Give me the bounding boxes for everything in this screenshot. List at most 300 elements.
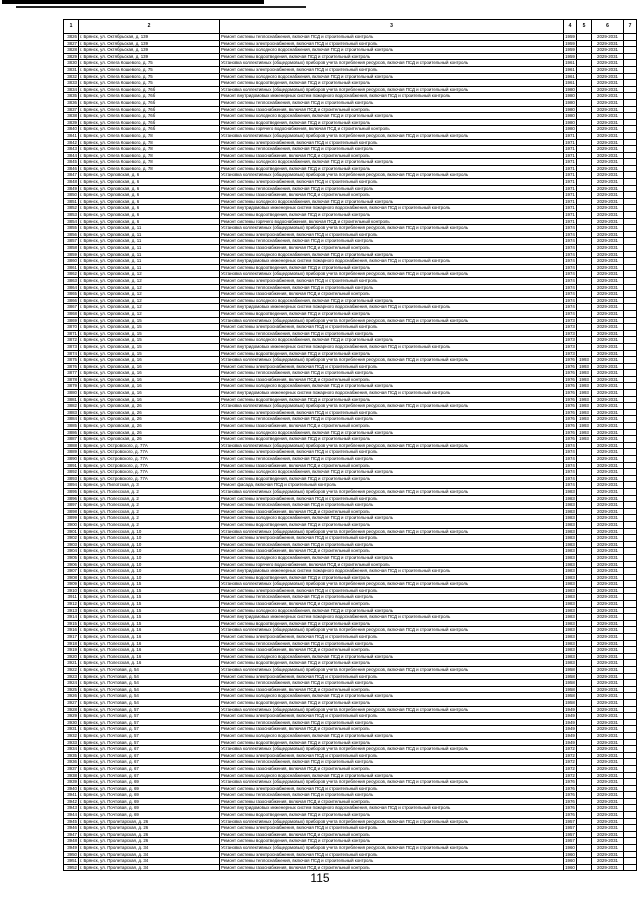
table-row (64, 732, 637, 739)
row-work-type: Ремонт системы холодного водоснабжения, включая ПСД и строительный контроль (220, 772, 564, 779)
row-address: г. Брянск, ул. Олега Кошевого, д. 76б (79, 93, 220, 100)
row-col-7 (624, 231, 637, 238)
row-year-built: 1974 (565, 225, 575, 231)
row-year-built: 1958 (565, 680, 575, 686)
row-year-built: 1976 (565, 370, 575, 376)
row-year-built: 1976 (565, 779, 575, 785)
table-row (64, 376, 637, 383)
row-year-reconstruction (577, 238, 592, 245)
row-year-reconstruction: 1993 (577, 403, 592, 410)
row-year-built: 1974 (565, 231, 575, 237)
row-work-type: Ремонт системы электроснабжения, включая ПСД и строительный контроль (220, 495, 564, 502)
row-col-7 (624, 284, 637, 291)
row-address: г. Брянск, ул. Орловская, д. 12 (79, 291, 220, 298)
table-row (64, 488, 637, 495)
table-row (64, 640, 637, 647)
row-year-built: 1974 (565, 277, 575, 283)
row-planned-period: 2029-2031 (592, 277, 624, 284)
row-address: г. Брянск, ул. Полесская, д. 10 (79, 541, 220, 548)
table-row (64, 218, 637, 225)
row-work-type: Ремонт системы электроснабжения, включая ПСД и строительный контроль (220, 179, 564, 186)
row-planned-period: 2029-2031 (592, 53, 624, 60)
row-address: г. Брянск, ул. Олега Кошевого, д. 78 (79, 139, 220, 146)
row-year-reconstruction (577, 297, 592, 304)
row-year-built: 1983 (565, 548, 575, 554)
row-work-type: Ремонт системы холодного водоснабжения, включая ПСД и строительный контроль (220, 198, 564, 205)
table-row (64, 251, 637, 258)
row-year-built: 1976 (565, 812, 575, 818)
row-number: 3935 (64, 752, 79, 759)
row-number: 3907 (64, 568, 79, 575)
row-year-reconstruction (577, 805, 592, 812)
row-year-reconstruction (577, 113, 592, 120)
row-col-7 (624, 258, 637, 265)
table-row (64, 594, 637, 601)
row-work-type: Ремонт системы газоснабжения, включая ПСД и строительный контроль (220, 291, 564, 298)
row-planned-period: 2029-2031 (592, 812, 624, 819)
table-row (64, 535, 637, 542)
row-year-reconstruction (577, 106, 592, 113)
row-work-type: Ремонт системы газоснабжения, включая ПСД и строительный контроль (220, 765, 564, 772)
row-year-reconstruction (577, 324, 592, 331)
row-year-built: 1958 (565, 693, 575, 699)
row-year-reconstruction (577, 554, 592, 561)
row-col-7 (624, 376, 637, 383)
row-work-type: Ремонт системы водоотведения, включая ПСД и строительный контроль (220, 436, 564, 443)
row-year-reconstruction (577, 73, 592, 80)
row-work-type: Ремонт системы холодного водоснабжения, включая ПСД и строительный контроль (220, 732, 564, 739)
row-col-7 (624, 482, 637, 489)
table-row (64, 34, 637, 41)
row-planned-period: 2029-2031 (592, 482, 624, 489)
row-address: г. Брянск, ул. Олега Кошевого, д. 76б (79, 113, 220, 120)
row-year-built: 1974 (565, 245, 575, 250)
row-col-7 (624, 390, 637, 397)
row-number: 3934 (64, 746, 79, 753)
row-number: 3943 (64, 805, 79, 812)
row-year-built: 1976 (565, 798, 575, 804)
row-number: 3841 (64, 132, 79, 139)
row-year-reconstruction (577, 231, 592, 238)
row-col-7 (624, 113, 637, 120)
row-work-type: Установка коллективных (общедомовых) приборов учета потребления ресурсов, включая ПСД и строительный контроль (220, 271, 564, 278)
table-row (64, 113, 637, 120)
row-year-built: 1974 (565, 304, 575, 310)
row-year-reconstruction (577, 667, 592, 674)
works-table-container (63, 19, 636, 871)
row-year-built: 1959 (565, 40, 575, 46)
row-year-built: 1983 (565, 660, 575, 666)
row-number: 3911 (64, 594, 79, 601)
row-year-built: 1974 (565, 310, 575, 316)
row-col-7 (624, 713, 637, 720)
row-col-7 (624, 343, 637, 350)
table-row (64, 838, 637, 845)
table-row (64, 310, 637, 317)
row-col-7 (624, 139, 637, 146)
row-work-type: Установка коллективных (общедомовых) приборов учета потребления ресурсов, включая ПСД и строительный контроль (220, 317, 564, 324)
table-row (64, 409, 637, 416)
row-col-7 (624, 521, 637, 528)
row-work-type: Установка коллективных (общедомовых) приборов учета потребления ресурсов, включая ПСД и строительный контроль (220, 528, 564, 535)
row-number: 3852 (64, 205, 79, 212)
row-year-reconstruction (577, 779, 592, 786)
row-year-built: 1971 (565, 132, 575, 138)
row-year-reconstruction (577, 66, 592, 73)
row-number: 3900 (64, 521, 79, 528)
row-year-reconstruction: 1993 (577, 390, 592, 397)
row-col-7 (624, 462, 637, 469)
row-year-reconstruction (577, 205, 592, 212)
row-col-7 (624, 409, 637, 416)
row-year-reconstruction (577, 528, 592, 535)
row-work-type: Установка коллективных (общедомовых) приборов учета потребления ресурсов, включая ПСД и строительный контроль (220, 225, 564, 232)
row-col-7 (624, 225, 637, 232)
row-address: г. Брянск, ул. Орловская, д. 26 (79, 403, 220, 410)
row-year-built: 1973 (565, 324, 575, 330)
row-col-7 (624, 581, 637, 588)
row-planned-period: 2029-2031 (592, 337, 624, 344)
row-year-built: 1974 (565, 482, 575, 488)
row-number: 3940 (64, 785, 79, 792)
row-number: 3847 (64, 172, 79, 179)
row-address: г. Брянск, ул. Пролетарская, д. 34 (79, 845, 220, 852)
row-year-reconstruction (577, 772, 592, 779)
row-work-type: Ремонт системы теплоснабжения, включая ПСД и строительный контроль (220, 185, 564, 192)
table-row (64, 627, 637, 634)
row-year-reconstruction: 1993 (577, 370, 592, 377)
header-col-7: 7 (624, 20, 637, 34)
row-year-reconstruction: 1993 (577, 376, 592, 383)
row-number: 3844 (64, 152, 79, 159)
row-col-7 (624, 456, 637, 463)
row-work-type: Установка коллективных (общедомовых) приборов учета потребления ресурсов, включая ПСД и строительный контроль (220, 442, 564, 449)
row-year-built: 1971 (565, 192, 575, 198)
row-work-type: Ремонт системы теплоснабжения, включая ПСД и строительный контроль (220, 680, 564, 687)
row-year-reconstruction (577, 152, 592, 159)
row-planned-period: 2029-2031 (592, 568, 624, 575)
row-year-reconstruction (577, 165, 592, 172)
row-planned-period: 2029-2031 (592, 179, 624, 186)
row-year-reconstruction (577, 343, 592, 350)
row-planned-period: 2029-2031 (592, 86, 624, 93)
header-row (64, 20, 637, 34)
table-row (64, 390, 637, 397)
row-col-7 (624, 126, 637, 133)
row-year-built: 1960 (565, 858, 575, 864)
row-year-reconstruction: 1993 (577, 416, 592, 423)
row-planned-period: 2029-2031 (592, 469, 624, 476)
header-col-6: 6 (592, 20, 624, 34)
table-row (64, 812, 637, 819)
row-number: 3876 (64, 363, 79, 370)
row-number: 3878 (64, 376, 79, 383)
row-year-reconstruction (577, 80, 592, 87)
row-year-reconstruction (577, 99, 592, 106)
row-planned-period: 2029-2031 (592, 719, 624, 726)
table-row (64, 304, 637, 311)
row-address: г. Брянск, ул. Октябрьская, д. 139 (79, 40, 220, 47)
row-planned-period: 2029-2031 (592, 165, 624, 172)
row-year-reconstruction (577, 310, 592, 317)
table-row (64, 106, 637, 113)
row-year-built: 1983 (565, 554, 575, 560)
row-planned-period: 2029-2031 (592, 370, 624, 377)
row-work-type: Ремонт внутридомовых инженерных систем пожарного водоснабжения, включая ПСД и строительный контроль (220, 343, 564, 350)
table-row (64, 456, 637, 463)
row-year-reconstruction (577, 502, 592, 509)
row-col-7 (624, 594, 637, 601)
row-col-7 (624, 212, 637, 219)
row-address: г. Брянск, ул. Почтовая, д. 54 (79, 680, 220, 687)
row-year-reconstruction (577, 495, 592, 502)
row-col-7 (624, 73, 637, 80)
row-col-7 (624, 719, 637, 726)
row-number: 3869 (64, 317, 79, 324)
row-number: 3912 (64, 601, 79, 608)
row-number: 3838 (64, 113, 79, 120)
row-col-7 (624, 647, 637, 654)
table-row (64, 423, 637, 430)
row-col-7 (624, 40, 637, 47)
row-work-type: Ремонт системы холодного водоснабжения, включая ПСД и строительный контроль (220, 653, 564, 660)
row-planned-period: 2029-2031 (592, 554, 624, 561)
row-address: г. Брянск, ул. Орловская, д. 11 (79, 238, 220, 245)
row-year-built: 1958 (565, 673, 575, 679)
row-col-7 (624, 699, 637, 706)
row-address: г. Брянск, ул. Орловская, д. 16 (79, 363, 220, 370)
row-col-7 (624, 693, 637, 700)
row-work-type: Ремонт системы водоотведения, включая ПСД и строительный контроль (220, 739, 564, 746)
row-planned-period: 2029-2031 (592, 653, 624, 660)
row-address: г. Брянск, ул. Полесская, д. 10 (79, 568, 220, 575)
row-year-reconstruction: 1993 (577, 423, 592, 430)
row-number: 3951 (64, 858, 79, 865)
row-col-7 (624, 47, 637, 54)
table-row (64, 317, 637, 324)
header-col-4: 4 (564, 20, 577, 34)
row-year-reconstruction (577, 304, 592, 311)
row-address: г. Брянск, ул. Почтовая, д. 54 (79, 699, 220, 706)
row-planned-period: 2029-2031 (592, 212, 624, 219)
row-work-type: Ремонт системы электроснабжения, включая ПСД и строительный контроль (220, 752, 564, 759)
row-year-built: 1973 (565, 317, 575, 323)
row-number: 3874 (64, 350, 79, 357)
row-year-built: 1957 (565, 818, 575, 824)
row-number: 3910 (64, 587, 79, 594)
row-address: г. Брянск, ул. Пролетарская, д. 34 (79, 858, 220, 865)
row-planned-period: 2029-2031 (592, 192, 624, 199)
row-col-7 (624, 198, 637, 205)
row-year-built: 1983 (565, 488, 575, 494)
row-col-7 (624, 779, 637, 786)
row-col-7 (624, 673, 637, 680)
row-number: 3884 (64, 416, 79, 423)
table-row (64, 587, 637, 594)
row-planned-period: 2029-2031 (592, 488, 624, 495)
row-year-reconstruction (577, 818, 592, 825)
table-row (64, 93, 637, 100)
row-address: г. Брянск, ул. Полесская, д. 2 (79, 521, 220, 528)
row-year-reconstruction (577, 86, 592, 93)
table-row (64, 462, 637, 469)
row-col-7 (624, 864, 637, 871)
table-row (64, 548, 637, 555)
table-row (64, 825, 637, 832)
row-year-built: 1949 (565, 732, 575, 738)
row-planned-period: 2029-2031 (592, 442, 624, 449)
row-number: 3899 (64, 515, 79, 522)
row-number: 3889 (64, 449, 79, 456)
row-year-reconstruction (577, 739, 592, 746)
row-year-reconstruction (577, 726, 592, 733)
row-number: 3927 (64, 699, 79, 706)
table-row (64, 798, 637, 805)
row-year-built: 1957 (565, 825, 575, 831)
row-year-reconstruction (577, 277, 592, 284)
table-row (64, 660, 637, 667)
row-planned-period: 2029-2031 (592, 198, 624, 205)
row-year-built: 1949 (565, 713, 575, 719)
row-address: г. Брянск, ул. Полесская, д. 15 (79, 581, 220, 588)
row-year-reconstruction (577, 475, 592, 482)
row-work-type: Ремонт системы электроснабжения, включая ПСД и строительный контроль (220, 324, 564, 331)
row-col-7 (624, 370, 637, 377)
row-year-built: 1961 (565, 80, 575, 86)
row-year-reconstruction (577, 34, 592, 41)
row-planned-period: 2029-2031 (592, 515, 624, 522)
row-year-reconstruction (577, 515, 592, 522)
row-work-type: Ремонт системы электроснабжения, включая ПСД и строительный контроль (220, 634, 564, 641)
row-year-reconstruction (577, 535, 592, 542)
row-work-type: Ремонт системы водоотведения, включая ПСД и строительный контроль (220, 165, 564, 172)
row-planned-period: 2029-2031 (592, 66, 624, 73)
row-planned-period: 2029-2031 (592, 864, 624, 871)
row-planned-period: 2029-2031 (592, 726, 624, 733)
row-work-type: Ремонт системы теплоснабжения, включая ПСД и строительный контроль (220, 594, 564, 601)
row-year-reconstruction (577, 271, 592, 278)
row-number: 3826 (64, 34, 79, 41)
row-planned-period: 2029-2031 (592, 594, 624, 601)
row-address: г. Брянск, ул. Орловская, д. 11 (79, 264, 220, 271)
table-row (64, 726, 637, 733)
row-col-7 (624, 34, 637, 41)
row-work-type: Ремонт внутридомовых инженерных систем пожарного водоснабжения, включая ПСД и строительный контроль (220, 93, 564, 100)
row-number: 3877 (64, 370, 79, 377)
row-address: г. Брянск, ул. Орловская, д. 6 (79, 212, 220, 219)
row-planned-period: 2029-2031 (592, 363, 624, 370)
row-year-reconstruction (577, 686, 592, 693)
row-col-7 (624, 554, 637, 561)
row-number: 3849 (64, 185, 79, 192)
row-address: г. Брянск, ул. Полесская, д. 2 (79, 495, 220, 502)
table-row (64, 205, 637, 212)
row-year-reconstruction (577, 634, 592, 641)
row-number: 3903 (64, 541, 79, 548)
row-col-7 (624, 508, 637, 515)
row-work-type: Ремонт внутридомовых инженерных систем пожарного водоснабжения, включая ПСД и строительный контроль (220, 614, 564, 621)
table-row (64, 53, 637, 60)
row-year-built: 1971 (565, 212, 575, 218)
row-col-7 (624, 152, 637, 159)
row-address: г. Брянск, ул. Почтовая, д. 54 (79, 673, 220, 680)
row-year-built: 1983 (565, 574, 575, 580)
row-planned-period: 2029-2031 (592, 660, 624, 667)
row-col-7 (624, 192, 637, 199)
row-work-type: Установка коллективных (общедомовых) приборов учета потребления ресурсов, включая ПСД и строительный контроль (220, 779, 564, 786)
row-address: г. Брянск, ул. Олега Кошевого, д. 78 (79, 132, 220, 139)
row-work-type: Ремонт внутридомовых инженерных систем пожарного водоснабжения, включая ПСД и строительный контроль (220, 205, 564, 212)
row-address: г. Брянск, ул. Полесская, д. 15 (79, 587, 220, 594)
row-number: 3917 (64, 634, 79, 641)
row-year-built: 1976 (565, 357, 575, 363)
row-year-built: 1976 (565, 785, 575, 791)
row-address: г. Брянск, ул. Орловская, д. 16 (79, 370, 220, 377)
table-row (64, 699, 637, 706)
row-work-type: Установка коллективных (общедомовых) приборов учета потребления ресурсов, включая ПСД и строительный контроль (220, 403, 564, 410)
row-address: г. Брянск, ул. Орловская, д. 6 (79, 218, 220, 225)
row-address: г. Брянск, ул. Орловская, д. 12 (79, 284, 220, 291)
row-address: г. Брянск, ул. Орловская, д. 6 (79, 192, 220, 199)
row-number: 3860 (64, 258, 79, 265)
row-year-reconstruction (577, 640, 592, 647)
row-col-7 (624, 93, 637, 100)
row-work-type: Ремонт системы электроснабжения, включая ПСД и строительный контроль (220, 825, 564, 832)
row-col-7 (624, 264, 637, 271)
row-planned-period: 2029-2031 (592, 521, 624, 528)
row-work-type: Ремонт системы водоотведения, включая ПСД и строительный контроль (220, 264, 564, 271)
row-year-built: 1974 (565, 264, 575, 270)
row-planned-period: 2029-2031 (592, 673, 624, 680)
row-number: 3950 (64, 851, 79, 858)
row-work-type: Установка коллективных (общедомовых) приборов учета потребления ресурсов, включая ПСД и строительный контроль (220, 86, 564, 93)
row-address: г. Брянск, ул. Октябрьская, д. 139 (79, 47, 220, 54)
row-year-built: 1983 (565, 587, 575, 593)
row-year-reconstruction (577, 825, 592, 832)
row-year-built: 1974 (565, 238, 575, 244)
row-address: г. Брянск, ул. Почтовая, д. 67 (79, 759, 220, 766)
row-number: 3892 (64, 469, 79, 476)
row-address: г. Брянск, ул. Олега Кошевого, д. 76б (79, 99, 220, 106)
row-planned-period: 2029-2031 (592, 581, 624, 588)
row-address: г. Брянск, ул. Пролетарская, д. 26 (79, 831, 220, 838)
table-row (64, 449, 637, 456)
table-row (64, 818, 637, 825)
row-year-reconstruction (577, 568, 592, 575)
table-row (64, 40, 637, 47)
table-row (64, 165, 637, 172)
row-work-type: Ремонт фасада, включая ПСД и строительный контроль (220, 482, 564, 489)
row-planned-period: 2029-2031 (592, 858, 624, 865)
row-work-type: Установка коллективных (общедомовых) приборов учета потребления ресурсов, включая ПСД и строительный контроль (220, 488, 564, 495)
row-work-type: Ремонт системы холодного водоснабжения, включая ПСД и строительный контроль (220, 515, 564, 522)
row-col-7 (624, 324, 637, 331)
header-col-1: 1 (64, 20, 79, 34)
row-address: г. Брянск, ул. Полесская, д. 15 (79, 614, 220, 621)
row-planned-period: 2029-2031 (592, 693, 624, 700)
row-work-type: Установка коллективных (общедомовых) приборов учета потребления ресурсов, включая ПСД и строительный контроль (220, 132, 564, 139)
row-work-type: Ремонт системы электроснабжения, включая ПСД и строительный контроль (220, 277, 564, 284)
row-planned-period: 2029-2031 (592, 245, 624, 252)
table-row (64, 831, 637, 838)
row-year-built: 1983 (565, 647, 575, 653)
row-year-built: 1971 (565, 172, 575, 178)
row-col-7 (624, 726, 637, 733)
row-year-built: 1974 (565, 442, 575, 448)
row-col-7 (624, 218, 637, 225)
row-year-reconstruction (577, 469, 592, 476)
row-work-type: Установка коллективных (общедомовых) приборов учета потребления ресурсов, включая ПСД и строительный контроль (220, 60, 564, 67)
